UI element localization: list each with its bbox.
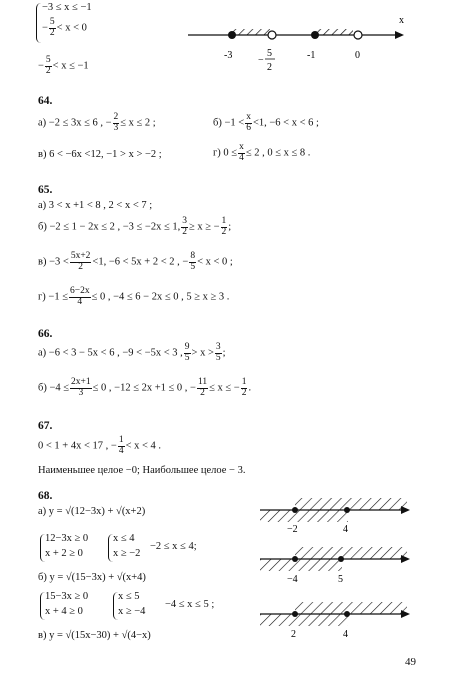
- p64-b: б) −1 < $\frac{x}{6}$ <1, −6 < x < 6 ;: [213, 112, 319, 133]
- problem-number-66: 66.: [38, 328, 53, 340]
- system-line-1: −3 ≤ x ≤ −1: [42, 2, 92, 13]
- p68-b-func: б) y = √(15−3x) + √(x+4): [38, 572, 146, 583]
- p66-a: а) −6 < 3 − 5x < 6 , −9 < −5x < 3 , $\frac{9}{5}$ > x > $\frac{3}{5}$ ;: [38, 342, 226, 363]
- p64-v: в) 6 < −6x <12, −1 > x > −2 ;: [38, 149, 162, 160]
- p68-v-func: в) y = √(15x−30) + √(4−x): [38, 630, 151, 641]
- tick-label: 5: [338, 574, 343, 585]
- p67-answer: Наименьшее целое −0; Наибольшее целое − 3.: [38, 465, 246, 476]
- problem-number-68: 68.: [38, 490, 53, 502]
- tick-label: −2: [287, 524, 298, 535]
- p67-line: 0 < 1 + 4x < 17 , − $\frac{1}{4}$ < x < 4 .: [38, 435, 162, 456]
- p68-a-sys1-l2: x + 2 ≥ 0: [45, 548, 83, 559]
- p65-b: б) −2 ≤ 1 − 2x ≤ 2 , −3 ≤ −2x ≤ 1, $\frac{3}{2}$ ≥ x ≥ − $\frac{1}{2}$ ;: [38, 216, 232, 237]
- tick-label-den: 2: [267, 62, 272, 73]
- p68-b-result: −4 ≤ x ≤ 5 ;: [165, 599, 215, 610]
- tick-label: 4: [343, 629, 348, 640]
- page-number: 49: [405, 656, 416, 668]
- axis-label: x: [399, 15, 404, 26]
- answer-interval: − $\frac{5}{2}$ < x ≤ −1: [38, 55, 89, 76]
- p68-b-sys1-l2: x + 4 ≥ 0: [45, 606, 83, 617]
- p64-g: г) 0 ≤ $\frac{x}{4}$ ≤ 2 , 0 ≤ x ≤ 8 .: [213, 142, 311, 163]
- number-line-68c: [255, 600, 415, 642]
- tick-label: -3: [224, 50, 233, 61]
- p68-b-sys2-l1: x ≤ 5: [118, 591, 140, 602]
- number-line-top: [180, 8, 410, 83]
- p68-a-sys2-l2: x ≥ −2: [113, 548, 141, 559]
- number-line-68a: [255, 495, 415, 535]
- problem-number-67: 67.: [38, 420, 53, 432]
- system-line-2: − $\frac{5}{2}$ < x < 0: [42, 17, 87, 38]
- problem-number-65: 65.: [38, 184, 53, 196]
- p68-a-sys1-l1: 12−3x ≥ 0: [45, 533, 89, 544]
- p65-a: а) 3 < x +1 < 8 , 2 < x < 7 ;: [38, 200, 153, 211]
- p64-a: а) −2 ≤ 3x ≤ 6 , − $\frac{2}{3}$ ≤ x ≤ 2 ;: [38, 112, 156, 133]
- problem-number-64: 64.: [38, 95, 53, 107]
- system-brace: [36, 3, 41, 43]
- tick-label: 0: [355, 50, 360, 61]
- p65-g: г) −1 ≤ $\frac{6-2x}{4}$ ≤ 0 , −4 ≤ 6 − 2x ≤ 0 , 5 ≥ x ≥ 3 .: [38, 286, 230, 307]
- tick-label: 2: [291, 629, 296, 640]
- p68-b-sys1-l1: 15−3x ≥ 0: [45, 591, 89, 602]
- number-line-68b: [255, 545, 415, 587]
- p68-a-sys2-l1: x ≤ 4: [113, 533, 135, 544]
- p65-v: в) −3 < $\frac{5x+2}{2}$ <1, −6 < 5x + 2 < 2 , − $\frac{8}{5}$ < x < 0 ;: [38, 251, 233, 272]
- p68-a-result: −2 ≤ x ≤ 4;: [150, 541, 197, 552]
- tick-label: -1: [307, 50, 316, 61]
- p66-b: б) −4 ≤ $\frac{2x+1}{3}$ ≤ 0 , −12 ≤ 2x +1 ≤ 0 , − $\frac{11}{2}$ ≤ x ≤ − $\frac{1}{2}$ .: [38, 377, 252, 398]
- tick-label-num: 5: [267, 48, 272, 59]
- p68-a-func: а) y = √(12−3x) + √(x+2): [38, 506, 146, 517]
- tick-label: −4: [287, 574, 298, 585]
- tick-label-sign: −: [258, 55, 264, 66]
- tick-label: 4: [343, 524, 348, 535]
- p68-b-sys2-l2: x ≥ −4: [118, 606, 146, 617]
